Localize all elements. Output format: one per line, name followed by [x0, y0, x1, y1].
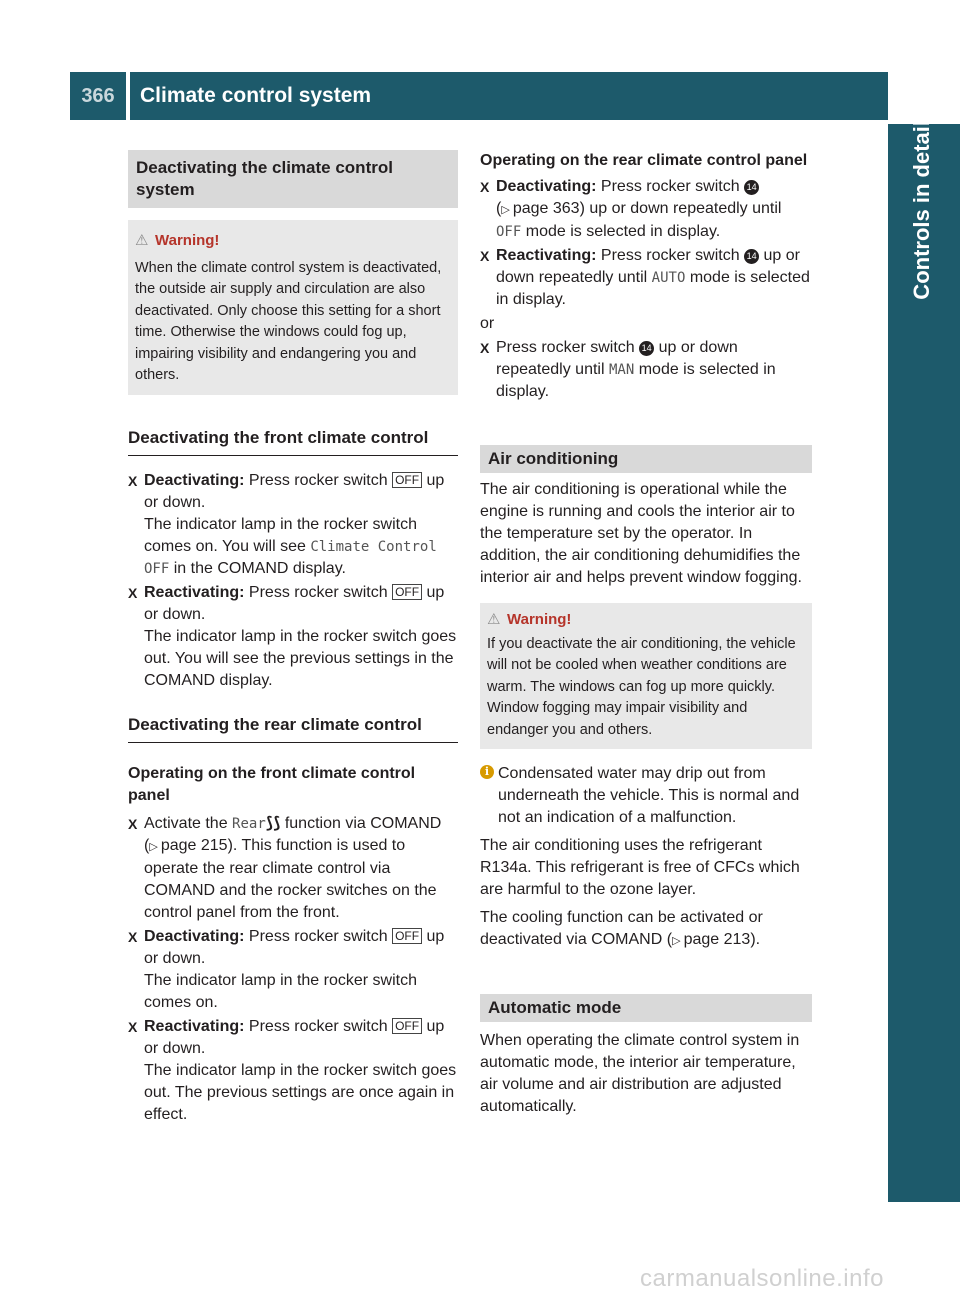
bullet-arrow-icon: X	[128, 815, 138, 832]
bullet-arrow-icon: X	[480, 248, 490, 264]
page-ref-arrow-icon: ▷	[501, 204, 513, 216]
section-heading-ac: Air conditioning	[480, 445, 812, 473]
bullet-arrow-icon: X	[128, 1018, 138, 1035]
page-number: 366	[70, 72, 126, 120]
left-column	[128, 150, 458, 1126]
list-item: X Reactivating: Press rocker switch OFF up or down. The indicator lamp in the rocker switch goes out. You will see the previous settings in the COMAND display.	[128, 583, 457, 689]
front-steps	[128, 470, 458, 692]
rear-steps	[128, 813, 458, 1126]
list-item: X Deactivating: Press rocker switch OFF up or down. The indicator lamp in the rocker switch comes on. You will see Climate Control OFF in the COMAND display.	[128, 471, 445, 577]
section-heading-front: Deactivating the front climate control	[128, 427, 458, 456]
warning-triangle-icon: ⚠	[487, 611, 501, 628]
info-note: i Condensated water may drip out from underneath the vehicle. This is normal and not an indication of a malfunction.	[480, 763, 812, 829]
switch-number-icon: 14	[744, 249, 759, 264]
off-button-icon: OFF	[392, 472, 422, 488]
side-tab-label: Controls in detail	[909, 120, 934, 300]
ac-paragraph: The air conditioning is operational while the engine is running and cools the interior air to the temperature set by the operator. In addition, the air conditioning dehumidifies the interior air and helps prevent window fogging.	[480, 481, 802, 586]
bullet-arrow-icon: X	[480, 179, 490, 195]
ac-paragraph: The cooling function can be activated or deactivated via COMAND (▷ page 213).	[480, 909, 763, 948]
warning-triangle-icon: ⚠	[135, 232, 149, 249]
page-ref-arrow-icon: ▷	[149, 840, 161, 853]
auto-paragraph: When operating the climate control system in automatic mode, the interior air temperature, air volume and air distribution are adjusted automatically.	[480, 1032, 800, 1115]
bullet-arrow-icon: X	[128, 584, 138, 601]
warning-title: ⚠ Warning!	[135, 230, 451, 252]
footer-watermark: carmanualsonline.info	[640, 1265, 884, 1292]
warning-text: If you deactivate the air conditioning, the vehicle will not be cooled when weather conditions are warm. The windows can fog up more quickly. Window fogging may impair visibility and endanger you and others.	[487, 635, 796, 738]
subheading-rear-panel: Operating on the rear climate control panel	[480, 152, 808, 169]
list-item: X Activate the Rear⟆⟆ function via COMAND (▷ page 215). This function is used to operate the rear climate control via COMAND and the rocker switches on the control panel from the front.	[128, 814, 442, 921]
page-title: Climate control system	[140, 84, 372, 107]
right-column	[480, 150, 812, 1118]
bullet-arrow-icon: X	[128, 928, 138, 945]
page-ref-arrow-icon: ▷	[672, 935, 684, 947]
warning-box	[480, 603, 812, 749]
bullet-arrow-icon: X	[128, 472, 138, 489]
warning-text: When the climate control system is deactivated, the outside air supply and circulation are also deactivated. Only choose this setting for a short time. Otherwise the windows could fog up, impairing visibility and endangering you and others.	[135, 259, 442, 383]
list-item: X Press rocker switch 14 up or down repeatedly until MAN mode is selected in display.	[480, 339, 776, 400]
section-heading-rear: Deactivating the rear climate control	[128, 714, 458, 743]
off-button-icon: OFF	[392, 1018, 422, 1034]
section-box-heading: Deactivating the climate control system	[128, 150, 458, 208]
ac-paragraph: The air conditioning uses the refrigerant R134a. This refrigerant is free of CFCs which are harmful to the ozone layer.	[480, 837, 800, 898]
list-item: X Reactivating: Press rocker switch OFF up or down. The indicator lamp in the rocker switch goes out. The previous settings are once again in effect.	[128, 1017, 457, 1123]
switch-number-icon: 14	[744, 180, 759, 195]
list-item: X Deactivating: Press rocker switch OFF up or down. The indicator lamp in the rocker switch comes on.	[128, 927, 445, 1011]
list-item: X Reactivating: Press rocker switch 14 up or down repeatedly until AUTO mode is selected in display.	[480, 247, 810, 308]
off-button-icon: OFF	[392, 584, 422, 600]
list-item: X Deactivating: Press rocker switch 14 (▷ page 363) up or down repeatedly until OFF mode is selected in display.	[480, 178, 782, 240]
rear-fan-icon: ⟆⟆	[265, 814, 281, 832]
info-icon: i	[480, 765, 494, 779]
subheading-front-panel: Operating on the front climate control panel	[128, 764, 416, 804]
rear-panel-steps	[480, 176, 812, 403]
or-text: or	[480, 315, 495, 332]
off-button-icon: OFF	[392, 928, 422, 944]
warning-title: ⚠ Warning!	[487, 609, 805, 631]
bullet-arrow-icon: X	[480, 340, 490, 356]
warning-box	[128, 220, 458, 395]
switch-number-icon: 14	[639, 341, 654, 356]
section-heading-auto: Automatic mode	[480, 994, 812, 1022]
